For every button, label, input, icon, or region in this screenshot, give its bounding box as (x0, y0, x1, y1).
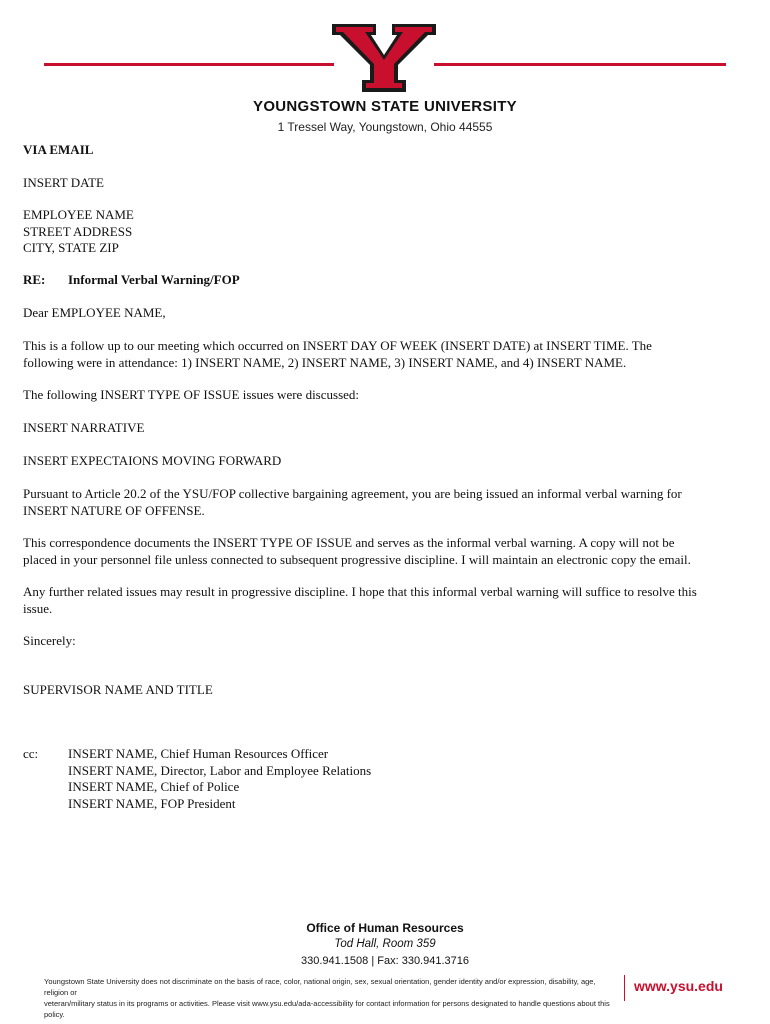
closing: Sincerely: (23, 633, 76, 648)
cc-item: INSERT NAME, Chief of Police (68, 779, 240, 794)
cc-list (68, 746, 371, 812)
paragraph-article-line-1: Pursuant to Article 20.2 of the YSU/FOP collective bargaining agreement, you are being issued an informal verbal warning for (23, 486, 682, 501)
footer-disclaimer-line: Youngstown State University does not discriminate on the basis of race, color, national origin, sex, sexual orientation, gender identity and/or expression, disability, age, religion or (44, 977, 596, 997)
paragraph-meeting-line-1: This is a follow up to our meeting which occurred on INSERT DAY OF WEEK (INSERT DATE) at INSERT TIME. The (23, 338, 652, 353)
paragraph-correspondence-line-1: This correspondence documents the INSERT TYPE OF ISSUE and serves as the informal verbal warning. A copy will not be (23, 535, 675, 550)
footer-office: Office of Human Resources (306, 921, 464, 935)
recipient-street: STREET ADDRESS (23, 223, 133, 239)
salutation: Dear EMPLOYEE NAME, (23, 305, 166, 320)
footer-website-link[interactable]: www.ysu.edu (634, 978, 723, 994)
letterhead-rule-left (44, 63, 334, 66)
ysu-y-logo-icon (330, 22, 438, 94)
delivery-method: VIA EMAIL (23, 142, 94, 157)
cc-label: cc: (23, 746, 39, 761)
recipient-name: EMPLOYEE NAME (23, 207, 134, 222)
paragraph-meeting-line-2: following were in attendance: 1) INSERT NAME, 2) INSERT NAME, 3) INSERT NAME, and 4) INSERT NAME. (23, 354, 627, 370)
footer-disclaimer (44, 976, 618, 1020)
cc-item: INSERT NAME, Director, Labor and Employee Relations (68, 762, 372, 778)
cc-item: INSERT NAME, FOP President (68, 795, 236, 811)
re-label: RE: (23, 272, 46, 287)
footer-disclaimer-line: veteran/military status in its programs or activities. Please visit www.ysu.edu/ada-accessibility for contact information for persons designated to handle questions about this policy. (44, 999, 610, 1019)
letter-date: INSERT DATE (23, 175, 104, 190)
paragraph-article-line-2: INSERT NATURE OF OFFENSE. (23, 502, 205, 518)
letterhead-rule-right (434, 63, 726, 66)
recipient-city-state-zip: CITY, STATE ZIP (23, 240, 119, 255)
paragraph-issues: The following INSERT TYPE OF ISSUE issues were discussed: (23, 387, 360, 402)
signature-block: SUPERVISOR NAME AND TITLE (23, 682, 213, 697)
paragraph-further-line-2: issue. (23, 600, 53, 616)
paragraph-expectations: INSERT EXPECTAIONS MOVING FORWARD (23, 453, 282, 468)
re-subject: Informal Verbal Warning/FOP (68, 272, 240, 287)
footer-room: Tod Hall, Room 359 (334, 938, 436, 950)
university-address: 1 Tressel Way, Youngstown, Ohio 44555 (277, 120, 493, 134)
footer-divider (624, 975, 625, 1001)
paragraph-correspondence-line-2: placed in your personnel file unless connected to subsequent progressive discipline. I will maintain an electronic copy the email. (23, 551, 691, 567)
paragraph-further-line-1: Any further related issues may result in progressive discipline. I hope that this informal verbal warning will suffice to resolve this (23, 584, 697, 599)
paragraph-narrative: INSERT NARRATIVE (23, 420, 145, 435)
footer-phone-fax: 330.941.1508 | Fax: 330.941.3716 (301, 955, 469, 967)
university-name: YOUNGSTOWN STATE UNIVERSITY (253, 98, 517, 115)
cc-item: INSERT NAME, Chief Human Resources Officer (68, 746, 329, 761)
